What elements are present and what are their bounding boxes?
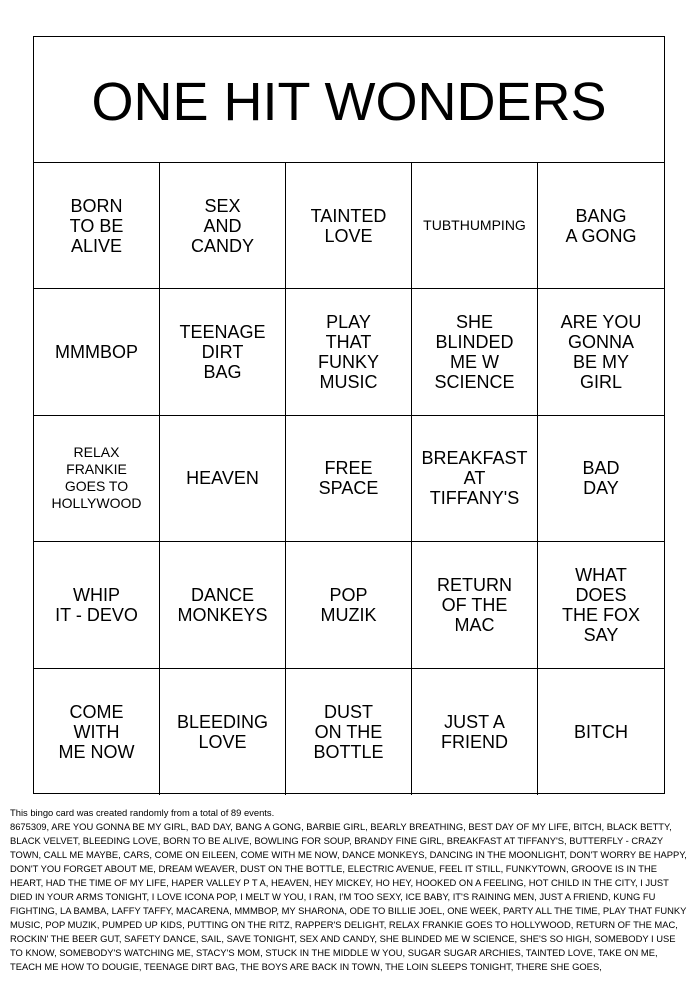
- bingo-cell-text: RELAX FRANKIE GOES TO HOLLYWOOD: [51, 444, 142, 512]
- bingo-cell-text: BLEEDING LOVE: [176, 711, 269, 752]
- bingo-cell-text: ARE YOU GONNA BE MY GIRL: [560, 312, 642, 393]
- bingo-cell-text: BITCH: [574, 721, 628, 742]
- bingo-cell: [412, 416, 538, 542]
- bingo-cell-text: BANG A GONG: [565, 205, 637, 246]
- bingo-cell-text: MMMBOP: [55, 342, 138, 363]
- bingo-cell-text: SHE BLINDED ME W SCIENCE: [434, 312, 515, 393]
- bingo-cell: [34, 289, 160, 415]
- bingo-cell: [160, 163, 286, 289]
- bingo-cell-text: WHAT DOES THE FOX SAY: [561, 564, 640, 645]
- bingo-cell-text: HEAVEN: [186, 468, 259, 489]
- bingo-cell: [538, 669, 664, 795]
- footer-events-list: 8675309, ARE YOU GONNA BE MY GIRL, BAD DAY, BANG A GONG, BARBIE GIRL, BEARLY BREATHING, BEST DAY OF MY LIFE, BITCH, BLACK BETTY, BLACK VELVET, BLEEDING LOVE, BORN TO BE ALIVE, BOWLING FOR SOUP, BRANDY FINE GIRL, BREAKFAST AT TIFFANY'S, BUTTERFLY - CRAZY TOWN, CALL ME MAYBE, CARS, COME ON EILEEN, COME WITH ME NOW, DANCE MONKEYS, DANCING IN THE MOONLIGHT, DON'T WORRY BE HAPPY, DON'T YOU FORGET ABOUT ME, DREAM WEAVER, DUST ON THE BOTTLE, ELECTRIC AVENUE, FEEL IT STILL, FUNKYTOWN, GROOVE IS IN THE HEART, HAD THE TIME OF MY LIFE, HAPER VALLEY P T A, HEAVEN, HEY MICKEY, HO HEY, HOOKED ON A FEELING, HOT CHILD IN THE CITY, I JUST DIED IN YOUR ARMS TONIGHT, I LOVE ICONA POP, I MELT W YOU, I RAN, I'M TOO SEXY, ICE BABY, IT'S RAINING MEN, JUST A FRIEND, KUNG FU FIGHTING, LA BAMBA, LAFFY TAFFY, MACARENA, MMMBOP, MY SHARONA, ODE TO BILLIE JOEL, ONE WEEK, PARTY ALL THE TIME, PLAY THAT FUNKY MUSIC, POP MUZIK, PUMPED UP KIDS, PUTTING ON THE RITZ, RAPPER'S DELIGHT, RELAX FRANKIE GOES TO HOLLYWOOD, RETURN OF THE MAC, ROCKIN' THE BEER GUT, SAFETY DANCE, SAIL, SAVE TONIGHT, SEX AND CANDY, SHE BLINDED ME W SCIENCE, SHE'S SO HIGH, SOMEBODY I USE TO KNOW, SOMEBODY'S WATCHING ME, STACY'S MOM, STUCK IN THE MIDDLE W YOU, SUGAR SUGAR ARCHIES, TAINTED LOVE, TAKE ON ME, TEACH ME HOW TO DOUGIE, TEENAGE DIRT BAG, THE BOYS ARE BACK IN TOWN, THE LOIN SLEEPS TONIGHT, THERE SHE GOES,: [10, 821, 687, 972]
- bingo-cell: [160, 289, 286, 415]
- bingo-cell: [160, 416, 286, 542]
- bingo-cell-text: TUBTHUMPING: [423, 217, 526, 234]
- bingo-cell: [34, 416, 160, 542]
- bingo-cell: [160, 669, 286, 795]
- bingo-cell-text: DUST ON THE BOTTLE: [313, 701, 384, 762]
- bingo-cell: [538, 163, 664, 289]
- bingo-cell: [34, 669, 160, 795]
- bingo-cell: [412, 542, 538, 668]
- bingo-cell-text: WHIP IT - DEVO: [55, 584, 138, 625]
- footer: [10, 806, 690, 974]
- bingo-cell-text: BAD DAY: [582, 458, 620, 499]
- bingo-cell-text: TAINTED LOVE: [310, 205, 387, 246]
- bingo-cell: [538, 416, 664, 542]
- bingo-cell: [34, 542, 160, 668]
- bingo-cell: [538, 542, 664, 668]
- title-row: [34, 37, 664, 163]
- card-title: ONE HIT WONDERS: [91, 71, 607, 132]
- bingo-cell-text: COME WITH ME NOW: [58, 701, 135, 762]
- bingo-cell: [538, 289, 664, 415]
- bingo-cell-text: FREE SPACE: [318, 458, 379, 499]
- bingo-cell: [412, 163, 538, 289]
- bingo-cell-text: TEENAGE DIRT BAG: [179, 322, 266, 383]
- bingo-cell: [286, 542, 412, 668]
- bingo-card: [33, 36, 665, 794]
- bingo-cell: [286, 163, 412, 289]
- bingo-cell-text: SEX AND CANDY: [190, 195, 254, 256]
- bingo-cell: [286, 416, 412, 542]
- bingo-cell: [286, 289, 412, 415]
- bingo-cell-text: RETURN OF THE MAC: [437, 574, 512, 635]
- bingo-cell: [34, 163, 160, 289]
- bingo-cell: [412, 289, 538, 415]
- bingo-cell: [412, 669, 538, 795]
- bingo-cell-text: POP MUZIK: [320, 584, 377, 625]
- bingo-cell-text: DANCE MONKEYS: [177, 584, 268, 625]
- bingo-grid: [34, 163, 664, 795]
- bingo-cell-text: BORN TO BE ALIVE: [69, 195, 124, 256]
- bingo-cell: [286, 669, 412, 795]
- bingo-cell-text: JUST A FRIEND: [441, 711, 508, 752]
- bingo-cell-text: PLAY THAT FUNKY MUSIC: [317, 312, 379, 393]
- footer-intro: This bingo card was created randomly from a total of 89 events.: [10, 807, 275, 818]
- bingo-cell-text: BREAKFAST AT TIFFANY'S: [421, 448, 528, 509]
- bingo-cell: [160, 542, 286, 668]
